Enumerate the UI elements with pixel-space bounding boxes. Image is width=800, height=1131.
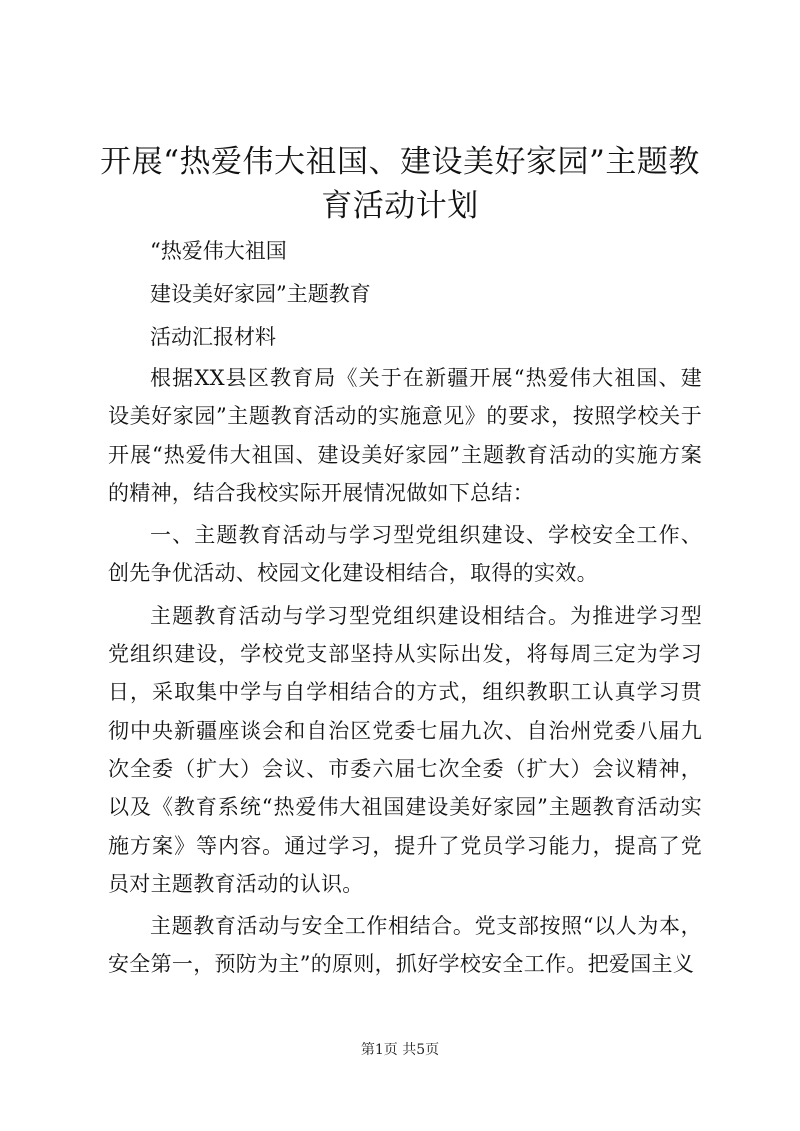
page-number-footer: 第1页 共5页 [360, 1042, 440, 1058]
body-paragraph-4: 主题教育活动与安全工作相结合。党支部按照“以人为本，安全第一，预防为主”的原则，抓好学校安全工作。把爱国主义 [108, 914, 702, 977]
subtitle-line-1: “热爱伟大祖国 [150, 239, 287, 263]
body-paragraph-1: 根据XX县区教育局《关于在新疆开展“热爱伟大祖国、建设美好家园”主题教育活动的实施意见》的要求，按照学校关于开展“热爱伟大祖国、建设美好家园”主题教育活动的实施方案的精神，结合我校实际开展情况做如下总结： [108, 366, 702, 505]
body-paragraph-2: 一、主题教育活动与学习型党组织建设、学校安全工作、创先争优活动、校园文化建设相结合，取得的实效。 [108, 523, 702, 586]
subtitle-line-3: 活动汇报材料 [150, 325, 276, 349]
subtitle-line-2: 建设美好家园”主题教育 [150, 282, 371, 306]
document-body [108, 230, 702, 984]
body-paragraph-3: 主题教育活动与学习型党组织建设相结合。为推进学习型党组织建设，学校党支部坚持从实际出发，将每周三定为学习日，采取集中学与自学相结合的方式，组织教职工认真学习贯彻中央新疆座谈会和自治区党委七届九次、自治州党委八届九次全委（扩大）会议、市委六届七次全委（扩大）会议精神，以及《教育系统“热爱伟大祖国建设美好家园”主题教育活动实施方案》等内容。通过学习，提升了党员学习能力，提高了党员对主题教育活动的认识。 [108, 603, 702, 896]
document-title: 开展“热爱伟大祖国、建设美好家园”主题教育活动计划 [100, 144, 700, 224]
